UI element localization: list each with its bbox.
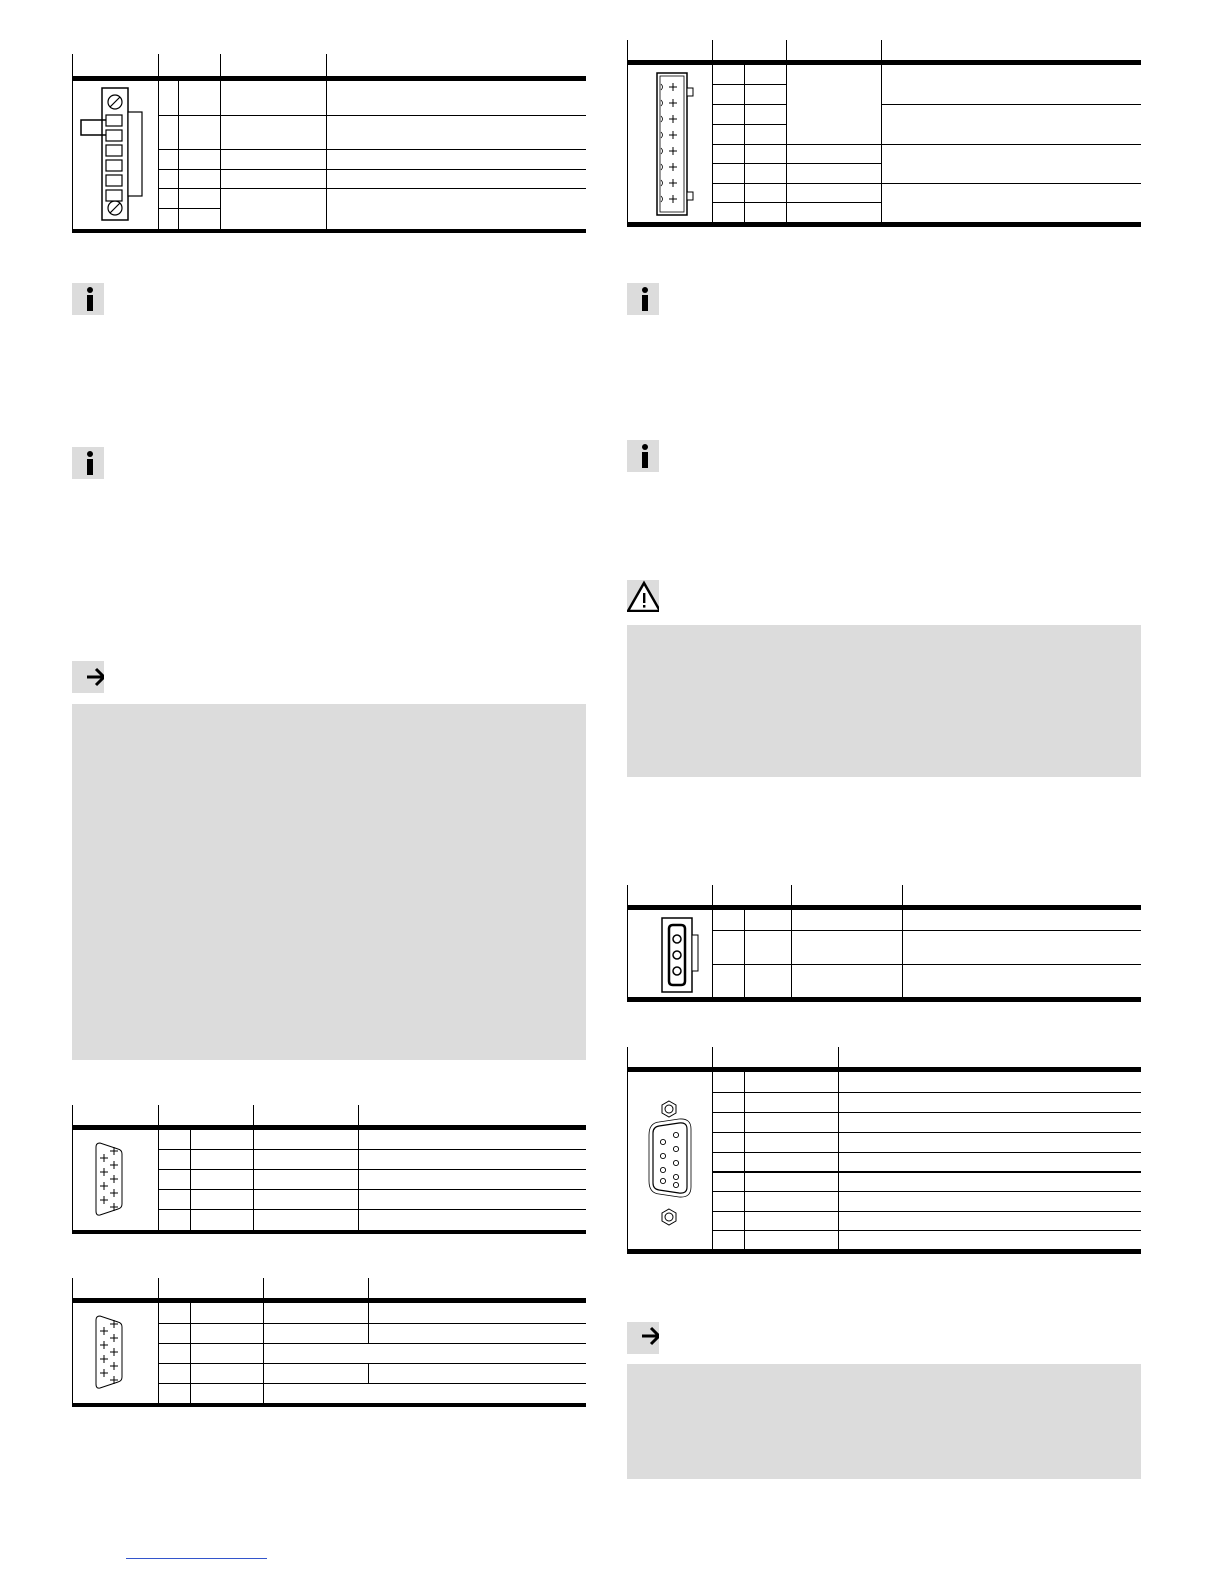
table-sub-d9-plug-b	[72, 1278, 586, 1408]
table-connector-8pin	[627, 40, 1141, 230]
warning-note-box	[627, 625, 1141, 777]
info-icon	[72, 283, 104, 315]
table-terminal-strip-6pin	[72, 54, 586, 234]
info-icon	[627, 440, 659, 472]
sub-d9-image	[88, 1139, 138, 1219]
arrow-right-icon	[627, 1322, 659, 1354]
table-sub-d9-socket	[627, 1047, 1141, 1257]
3pin-connector-image	[657, 915, 707, 995]
warning-triangle-icon	[627, 580, 659, 612]
sub-d9-image	[88, 1312, 138, 1392]
action-note-box	[627, 1364, 1141, 1479]
table-sub-d9-plug-a	[72, 1105, 586, 1235]
terminal-connector-image	[74, 84, 156, 224]
footer-link[interactable]	[126, 1558, 267, 1559]
info-icon	[72, 447, 104, 479]
arrow-right-icon	[72, 661, 104, 693]
action-note-box	[72, 704, 586, 1060]
info-icon	[627, 283, 659, 315]
8pin-connector-image	[647, 70, 707, 220]
sub-d9-socket-image	[643, 1097, 699, 1229]
table-connector-3pin	[627, 885, 1141, 1005]
